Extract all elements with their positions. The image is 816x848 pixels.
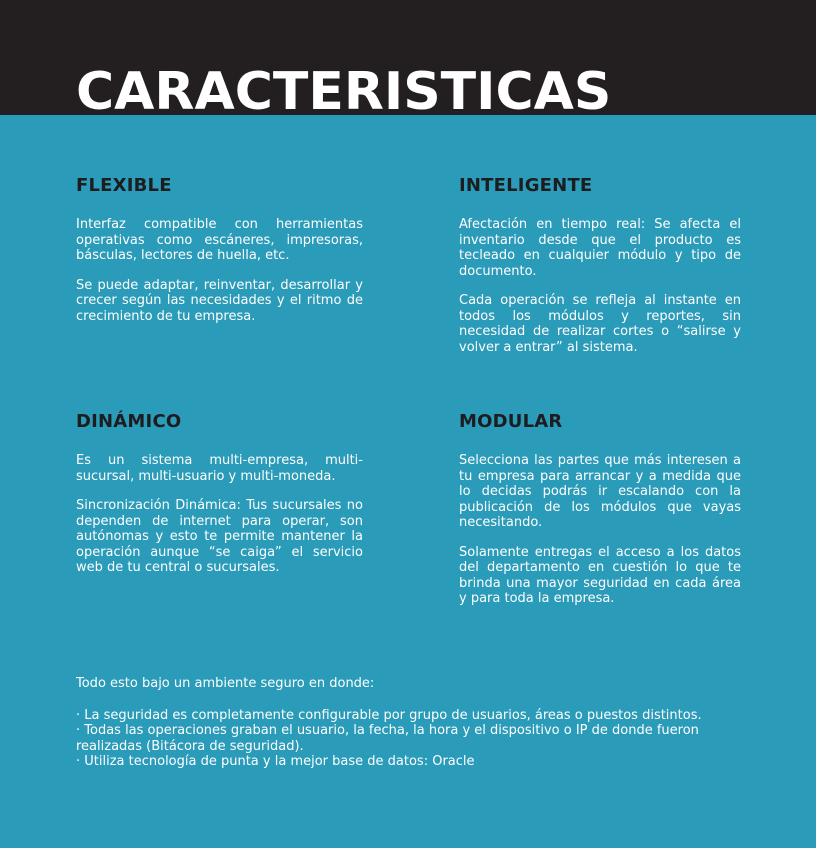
section-paragraph: Interfaz compatible con herramientas operativas como escáneres, impresoras, básculas, lectores de huella, etc. bbox=[76, 217, 363, 263]
section-paragraph: Selecciona las partes que más interesen a tu empresa para arrancar y a medida que lo decidas podrás ir escalando con la publicación de los módulos que vayas necesitando. bbox=[459, 453, 741, 530]
section-paragraph: Es un sistema multi-empresa, multi-sucursal, multi-usuario y multi-moneda. bbox=[76, 453, 363, 484]
footer-bullet: · Todas las operaciones graban el usuario, la fecha, la hora y el dispositivo o IP de donde fueron realizadas (Bitácora de seguridad). bbox=[76, 723, 699, 754]
section-heading-inteligente: INTELIGENTE bbox=[459, 175, 593, 196]
section-paragraph: Se puede adaptar, reinventar, desarrollar y crecer según las necesidades y el ritmo de crecimiento de tu empresa. bbox=[76, 277, 363, 324]
section-paragraph: Sincronización Dinámica: Tus sucursales no dependen de internet para operar, son autónomas y esto te permite mantener la operación aunque “se caiga” el servicio web de tu central o sucursales. bbox=[76, 498, 363, 575]
footer-bullet: · Utiliza tecnología de punta y la mejor base de datos: Oracle bbox=[76, 754, 475, 769]
footer-bullet: · La seguridad es completamente configurable por grupo de usuarios, áreas o puestos distintos. bbox=[76, 707, 702, 723]
page-title: CARACTERISTICAS bbox=[76, 62, 612, 122]
section-inteligente bbox=[459, 175, 741, 369]
section-heading-flexible: FLEXIBLE bbox=[76, 175, 172, 196]
section-heading-dinamico: DINÁMICO bbox=[76, 411, 182, 432]
section-modular bbox=[459, 411, 741, 621]
section-paragraph: Solamente entregas el acceso a los datos del departamento en cuestión lo que te brinda una mayor seguridad en cada área y para toda la empresa. bbox=[459, 544, 741, 606]
footer-intro: Todo esto bajo un ambiente seguro en donde: bbox=[76, 676, 375, 691]
section-dinamico bbox=[76, 411, 363, 590]
security-footer bbox=[76, 676, 742, 770]
section-paragraph: Afectación en tiempo real: Se afecta el inventario desde que el producto es tecleado en cualquier módulo y tipo de documento. bbox=[459, 217, 741, 279]
section-paragraph: Cada operación se refleja al instante en todos los módulos y reportes, sin necesidad de realizar cortes o “salirse y volver a entrar” al sistema. bbox=[459, 293, 741, 355]
section-flexible bbox=[76, 175, 363, 338]
section-heading-modular: MODULAR bbox=[459, 411, 563, 432]
